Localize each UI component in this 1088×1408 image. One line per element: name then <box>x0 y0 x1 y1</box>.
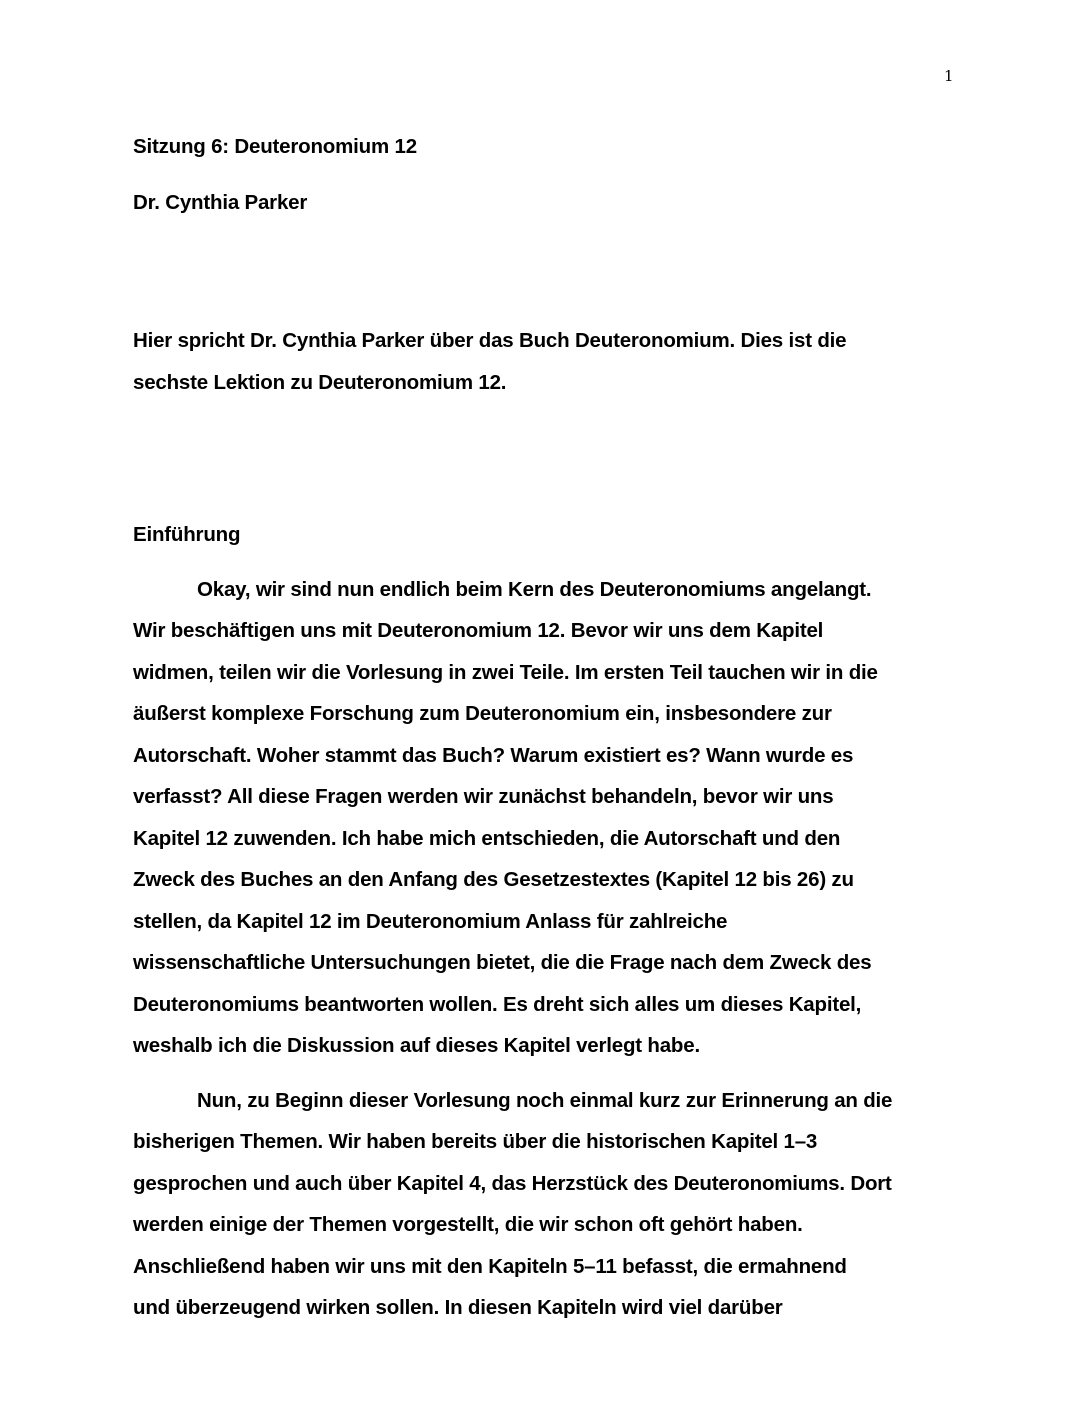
document-title: Sitzung 6: Deuteronomium 12 <box>133 135 417 158</box>
paragraph-line: gesprochen und auch über Kapitel 4, das Herzstück des Deuteronomiums. Dort <box>133 1171 892 1195</box>
paragraph-line: widmen, teilen wir die Vorlesung in zwei Teile. Im ersten Teil tauchen wir in die <box>133 660 878 684</box>
paragraph-line: Zweck des Buches an den Anfang des Gesetzestextes (Kapitel 12 bis 26) zu <box>133 868 854 891</box>
paragraph-line: Nun, zu Beginn dieser Vorlesung noch einmal kurz zur Erinnerung an die <box>197 1088 893 1112</box>
paragraph-line: weshalb ich die Diskussion auf dieses Kapitel verlegt habe. <box>133 1034 700 1057</box>
paragraph-line: Deuteronomiums beantworten wollen. Es dreht sich alles um dieses Kapitel, <box>133 992 862 1016</box>
paragraph-line: Anschließend haben wir uns mit den Kapiteln 5–11 befasst, die ermahnend <box>133 1254 847 1278</box>
intro-line: Hier spricht Dr. Cynthia Parker über das Buch Deuteronomium. Dies ist die <box>133 329 847 352</box>
body-paragraph-1 <box>133 569 963 1067</box>
paragraph-line: verfasst? All diese Fragen werden wir zunächst behandeln, bevor wir uns <box>133 785 834 808</box>
body-paragraph-2 <box>133 1080 963 1329</box>
paragraph-line: Okay, wir sind nun endlich beim Kern des Deuteronomiums angelangt. <box>197 577 872 601</box>
paragraph-line: Wir beschäftigen uns mit Deuteronomium 12. Bevor wir uns dem Kapitel <box>133 619 824 642</box>
document-author: Dr. Cynthia Parker <box>133 190 308 214</box>
paragraph-line: bisherigen Themen. Wir haben bereits über die historischen Kapitel 1–3 <box>133 1130 818 1153</box>
document-body <box>133 126 963 1329</box>
paragraph-line: wissenschaftliche Untersuchungen bietet, die die Frage nach dem Zweck des <box>133 951 872 974</box>
intro-line: sechste Lektion zu Deuteronomium 12. <box>133 370 507 394</box>
paragraph-line: äußerst komplexe Forschung zum Deuteronomium ein, insbesondere zur <box>133 702 832 725</box>
paragraph-line: Kapitel 12 zuwenden. Ich habe mich entschieden, die Autorschaft und den <box>133 826 841 850</box>
paragraph-line: stellen, da Kapitel 12 im Deuteronomium Anlass für zahlreiche <box>133 909 728 933</box>
intro-paragraph <box>133 320 963 403</box>
page-number: 1 <box>944 67 954 85</box>
section-heading: Einführung <box>133 523 241 546</box>
paragraph-line: werden einige der Themen vorgestellt, die wir schon oft gehört haben. <box>133 1213 803 1236</box>
paragraph-line: Autorschaft. Woher stammt das Buch? Warum existiert es? Wann wurde es <box>133 743 854 767</box>
paragraph-line: und überzeugend wirken sollen. In diesen Kapiteln wird viel darüber <box>133 1296 783 1319</box>
